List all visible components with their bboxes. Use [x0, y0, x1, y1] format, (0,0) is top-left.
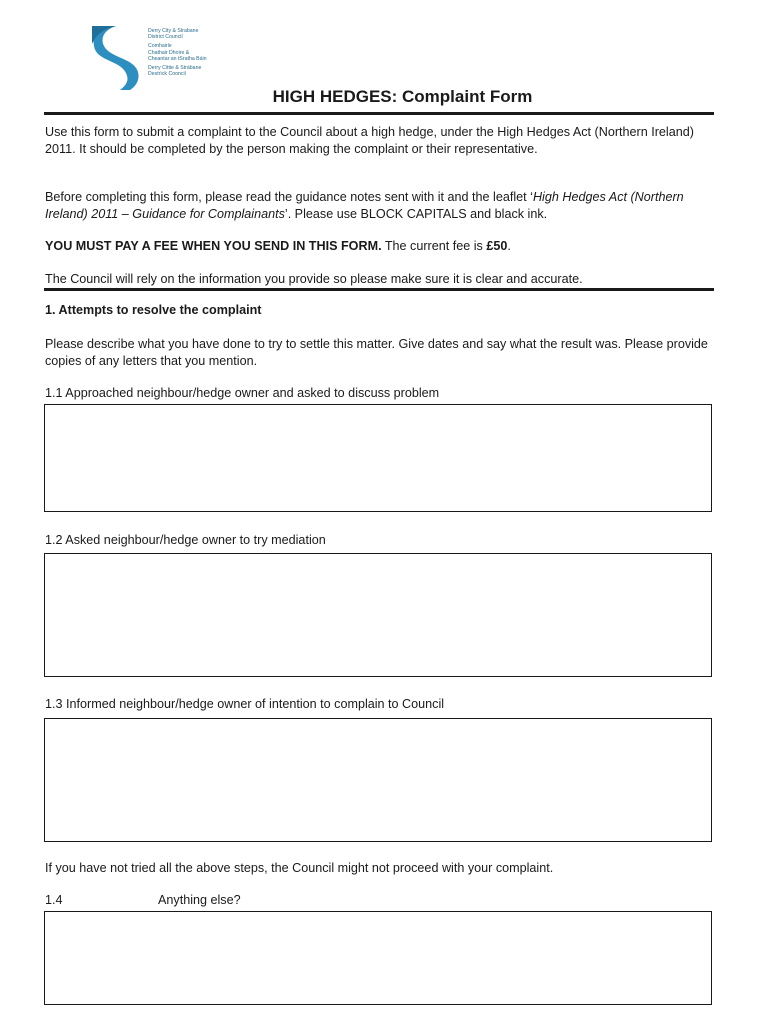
logo-text — [148, 28, 207, 77]
guidance-leaflet-title: High Hedges Act (Northern Ireland) 2011 – Guidance for Complainants — [45, 190, 684, 221]
page-title: HIGH HEDGES: Complaint Form — [272, 87, 533, 106]
question-1-1-label: 1.1 Approached neighbour/hedge owner and asked to discuss problem — [45, 386, 440, 400]
logo-line: Comhairle — [148, 43, 172, 50]
accuracy-paragraph: The Council will rely on the information you provide so please make sure it is clear and accurate. — [45, 272, 583, 286]
logo-line: Destrìck Cooncil — [148, 71, 186, 78]
question-1-3-field[interactable] — [44, 718, 712, 842]
fee-text: The current fee is — [381, 239, 487, 253]
question-1-2-label: 1.2 Asked neighbour/hedge owner to try mediation — [45, 533, 326, 547]
guidance-text-start: Before completing this form, please read the guidance notes sent with it and the leaflet ‘ — [45, 190, 533, 204]
fee-end: . — [507, 239, 511, 253]
question-1-2-field[interactable] — [44, 553, 712, 677]
logo-line: Derry Cittie & Stràbane — [148, 65, 202, 72]
fee-amount: £50 — [486, 239, 508, 253]
question-1-1-field[interactable] — [44, 404, 712, 512]
logo-line: Derry City & Strabane — [148, 28, 199, 34]
section-divider — [44, 288, 714, 291]
guidance-text-end: ’. Please use BLOCK CAPITALS and black ink. — [284, 206, 548, 221]
fee-warning: YOU MUST PAY A FEE WHEN YOU SEND IN THIS FORM. — [45, 239, 382, 253]
council-logo — [90, 24, 220, 90]
section-description: Please describe what you have done to try to settle this matter. Give dates and say what the result was. Please provide copies of any letters that you mention. — [45, 337, 708, 368]
question-1-4-field[interactable] — [44, 911, 712, 1005]
section-heading: 1. Attempts to resolve the complaint — [45, 303, 262, 317]
fee-paragraph — [45, 238, 710, 255]
logo-line: Cheantar an tSratha Báin — [148, 55, 207, 62]
logo-line: Chathair Dhoire & — [148, 49, 190, 56]
question-1-4-number: 1.4 — [45, 893, 63, 907]
logo-line: District Council — [148, 34, 183, 41]
steps-warning: If you have not tried all the above steps, the Council might not proceed with your complaint. — [45, 861, 554, 875]
guidance-paragraph — [45, 189, 710, 222]
question-1-4-label: Anything else? — [158, 893, 241, 907]
title-divider — [44, 112, 714, 115]
intro-paragraph: Use this form to submit a complaint to the Council about a high hedge, under the High Hedges Act (Northern Ireland) 2011. It should be completed by the person making the complaint or their representative. — [45, 125, 694, 156]
question-1-3-label: 1.3 Informed neighbour/hedge owner of intention to complain to Council — [45, 697, 445, 711]
council-s-icon — [90, 24, 142, 90]
